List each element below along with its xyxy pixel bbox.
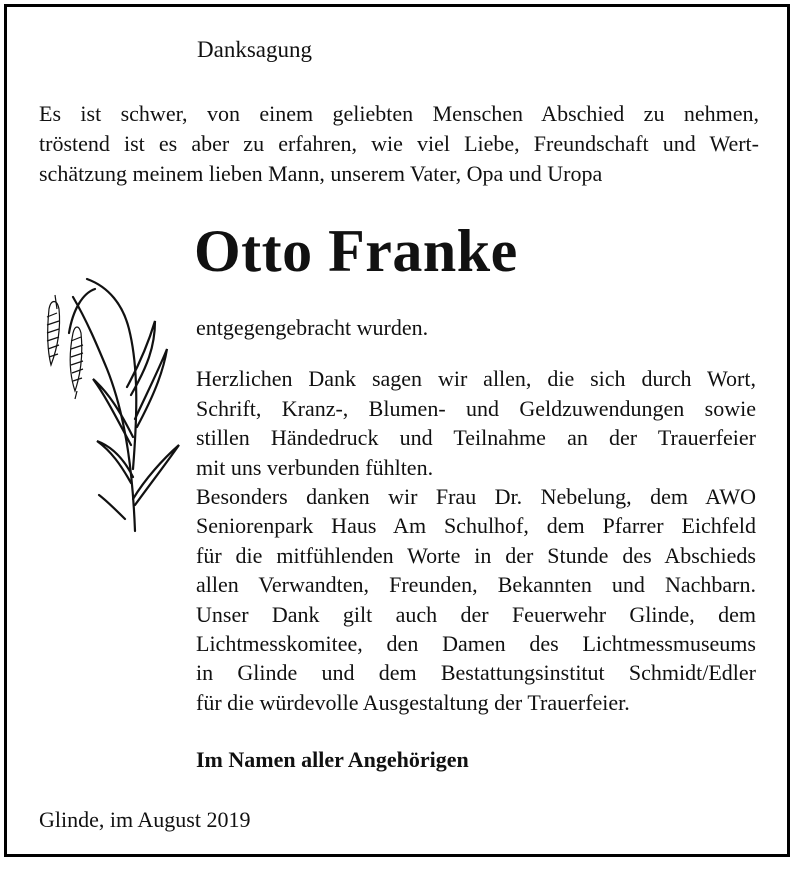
intro-line: tröstend ist es aber zu erfahren, wie viel Liebe, Freundschaft und Wert- [39,131,759,156]
special-thanks-line: Unser Dank gilt auch der Feuerwehr Glinde, dem [196,601,756,627]
deceased-name: Otto Franke [194,218,518,284]
main-text [196,313,756,717]
intro-line: Es ist schwer, von einem geliebten Menschen Abschied zu nehmen, [39,101,759,126]
continuation-line: entgegengebracht wurden. [196,315,429,340]
signature: Im Namen aller Angehörigen [196,747,469,772]
special-thanks-line: Besonders danken wir Frau Dr. Nebelung, dem AWO [196,484,756,510]
special-thanks-line: Seniorenpark Haus Am Schulhof, dem Pfarrer Eichfeld [196,513,756,539]
place-date: Glinde, im August 2019 [39,807,251,832]
intro-line: schätzung meinem lieben Mann, unserem Vater, Opa und Uropa [39,161,603,186]
special-thanks-line: Lichtmesskomitee, den Damen des Lichtmessmuseums [196,631,756,657]
special-thanks-line: allen Verwandten, Freunden, Bekannten und Nachbarn. [196,572,756,598]
special-thanks-line: in Glinde und dem Bestattungsinstitut Schmidt/Edler [196,660,756,686]
thanks-line: Schrift, Kranz-, Blumen- und Geldzuwendungen sowie [196,395,756,421]
thanks-line: Herzlichen Dank sagen wir allen, die sich durch Wort, [196,366,756,392]
wheat-stalk-icon [35,269,185,539]
special-thanks-line: für die würdevolle Ausgestaltung der Trauerfeier. [196,689,630,715]
intro-paragraph [39,99,759,189]
thanks-line: stillen Händedruck und Teilnahme an der Trauerfeier [196,425,756,451]
obituary-notice [4,4,790,857]
thanks-paragraph [196,364,756,717]
notice-heading: Danksagung [197,37,312,62]
special-thanks-line: für die mitfühlenden Worte in der Stunde des Abschieds [196,542,756,568]
thanks-line: mit uns verbunden fühlten. [196,454,434,480]
